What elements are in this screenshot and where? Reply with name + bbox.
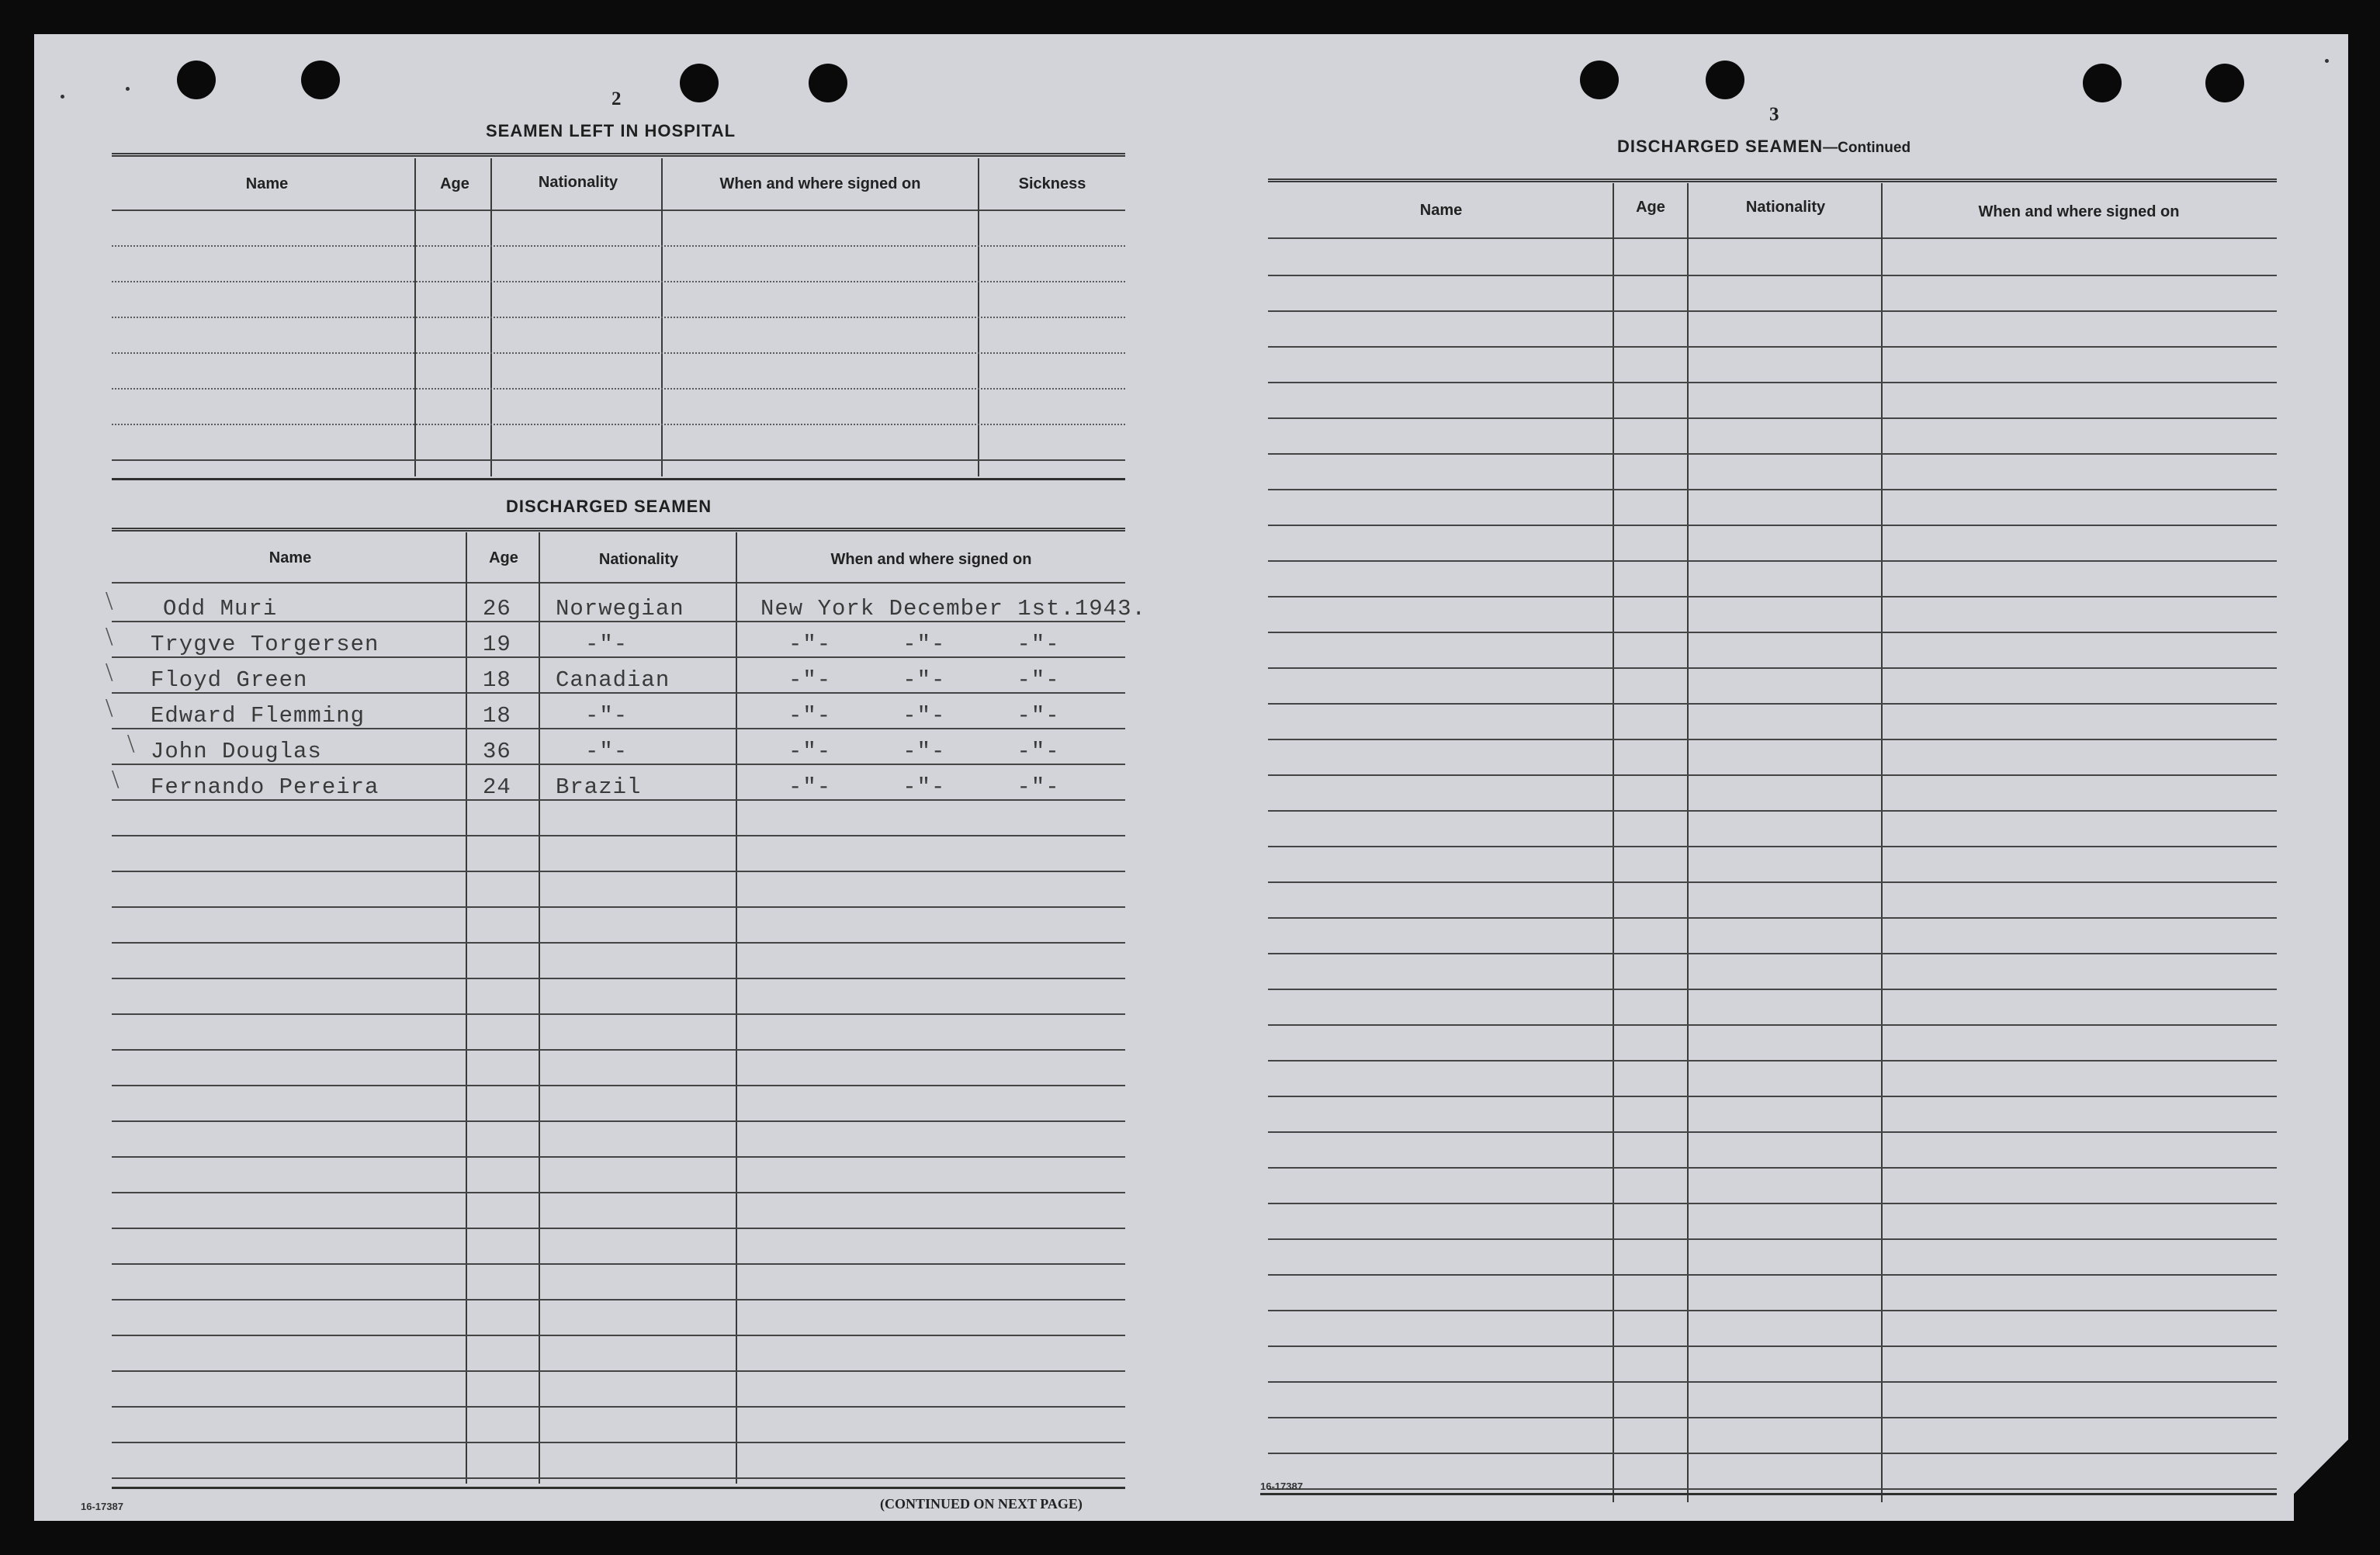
- seaman-nationality: -"-: [585, 739, 629, 764]
- ruled-line: [1268, 1453, 2277, 1454]
- page-number: 2: [611, 88, 622, 109]
- check-mark: \: [106, 622, 113, 651]
- punch-hole: [1580, 61, 1619, 99]
- hospital-header-age: Age: [440, 175, 469, 192]
- speck: [126, 87, 130, 91]
- right-col-divider: [1613, 183, 1614, 1502]
- seaman-signed-on: -"- -"- -"-: [788, 739, 1060, 764]
- punch-hole: [301, 61, 340, 99]
- seaman-name: Fernando Pereira: [151, 774, 379, 800]
- hospital-table-top-rule: [112, 153, 1125, 157]
- ruled-line: [112, 978, 1125, 979]
- ruled-line: [1268, 739, 2277, 740]
- right-col-divider: [1881, 183, 1883, 1502]
- ruled-line: [1268, 1096, 2277, 1097]
- discharged-table-top-rule: [112, 528, 1125, 532]
- seaman-nationality: -"-: [585, 703, 629, 729]
- punch-hole: [2083, 64, 2122, 102]
- seaman-nationality: -"-: [585, 632, 629, 657]
- punch-hole: [177, 61, 216, 99]
- seaman-name: John Douglas: [151, 739, 322, 764]
- seaman-name: Edward Flemming: [151, 703, 365, 729]
- ruled-line: [1268, 846, 2277, 847]
- ruled-line: [1268, 525, 2277, 526]
- seaman-age: 24: [483, 774, 511, 800]
- ruled-line: [1268, 917, 2277, 919]
- ruled-line: [1268, 382, 2277, 383]
- ruled-line: [112, 1085, 1125, 1086]
- hospital-header-nationality: Nationality: [538, 174, 618, 191]
- hospital-row-line: [112, 245, 1125, 247]
- ruled-line: [112, 1335, 1125, 1336]
- discharged-col-divider: [736, 532, 737, 1484]
- ruled-line: [1268, 417, 2277, 419]
- ruled-line: [112, 1299, 1125, 1300]
- ruled-line: [1268, 346, 2277, 348]
- ruled-line: [112, 1406, 1125, 1408]
- ruled-line: [1268, 1131, 2277, 1133]
- ruled-line: [1268, 632, 2277, 633]
- ruled-line: [1268, 953, 2277, 954]
- discharged-table-bottom-rule: [112, 1487, 1125, 1489]
- check-mark: \: [106, 587, 113, 615]
- seaman-nationality: Norwegian: [556, 596, 684, 622]
- ruled-line: [1268, 1381, 2277, 1383]
- hospital-row-line: [112, 388, 1125, 390]
- ruled-line: [1268, 596, 2277, 597]
- ruled-line: [1268, 989, 2277, 990]
- ruled-line: [1268, 1203, 2277, 1204]
- discharged-col-divider: [539, 532, 540, 1484]
- ruled-line: [112, 906, 1125, 908]
- ruled-line: [1268, 703, 2277, 705]
- hospital-table-bottom-rule: [112, 478, 1125, 480]
- ruled-line: [1268, 774, 2277, 776]
- ruled-line: [112, 1120, 1125, 1122]
- hospital-row-line: [112, 281, 1125, 282]
- document-sheet: [34, 34, 2348, 1521]
- ruled-line: [112, 835, 1125, 836]
- right-header-rule: [1268, 237, 2277, 239]
- punch-hole: [1706, 61, 1744, 99]
- left-page: [34, 34, 1190, 1521]
- hospital-row-line: [112, 459, 1125, 461]
- ruled-line: [112, 1263, 1125, 1265]
- seaman-signed-on: -"- -"- -"-: [788, 632, 1060, 657]
- right-table-bottom-rule: [1260, 1493, 2277, 1495]
- ruled-line: [1268, 275, 2277, 276]
- ruled-line: [112, 1049, 1125, 1051]
- ruled-line: [1268, 1310, 2277, 1311]
- check-mark: \: [106, 658, 113, 687]
- punch-hole: [809, 64, 847, 102]
- discharged-header-nationality: Nationality: [598, 551, 679, 568]
- seaman-age: 18: [483, 667, 511, 693]
- hospital-header-signed-on: When and where signed on: [719, 175, 921, 192]
- right-header-age: Age: [1636, 199, 1665, 216]
- right-header-nationality: Nationality: [1745, 199, 1826, 216]
- ruled-line: [112, 942, 1125, 944]
- ruled-line: [1268, 1060, 2277, 1061]
- ruled-line: [1268, 667, 2277, 669]
- page-number: 3: [1769, 104, 1779, 125]
- discharged-col-divider: [466, 532, 467, 1484]
- discharged-section-title: DISCHARGED SEAMEN: [506, 497, 712, 516]
- ruled-line: [1268, 1167, 2277, 1169]
- form-number: 16-17387: [81, 1501, 123, 1512]
- discharged-continued-title: [1617, 137, 1911, 157]
- ruled-line: [1268, 1417, 2277, 1418]
- ruled-line: [1268, 310, 2277, 312]
- seaman-nationality: Canadian: [556, 667, 670, 693]
- seaman-signed-on: New York December 1st.1943.: [760, 596, 1146, 622]
- ruled-line: [1268, 453, 2277, 455]
- seaman-age: 18: [483, 703, 511, 729]
- ruled-line: [1268, 489, 2277, 490]
- continued-note: (CONTINUED ON NEXT PAGE): [880, 1496, 1083, 1512]
- ruled-line: [112, 871, 1125, 872]
- ruled-line: [1268, 1238, 2277, 1240]
- right-header-name: Name: [1419, 202, 1463, 219]
- right-page: [1198, 34, 2348, 1521]
- hospital-row-line: [112, 317, 1125, 318]
- hospital-header-rule: [112, 210, 1125, 211]
- title-suffix: —Continued: [1823, 140, 1911, 156]
- seaman-name: Floyd Green: [151, 667, 308, 693]
- seaman-age: 36: [483, 739, 511, 764]
- seaman-age: 19: [483, 632, 511, 657]
- ruled-line: [112, 1370, 1125, 1372]
- ruled-line: [112, 1477, 1125, 1479]
- seaman-signed-on: -"- -"- -"-: [788, 703, 1060, 729]
- ruled-line: [112, 1013, 1125, 1015]
- title-main: DISCHARGED SEAMEN: [1617, 137, 1824, 156]
- hospital-header-name: Name: [245, 175, 289, 192]
- seaman-signed-on: -"- -"- -"-: [788, 774, 1060, 800]
- right-table-top-rule: [1268, 178, 2277, 182]
- seaman-name: Trygve Torgersen: [151, 632, 379, 657]
- check-mark: \: [127, 729, 135, 758]
- ruled-line: [112, 1442, 1125, 1443]
- ruled-line: [1268, 560, 2277, 562]
- form-number: 16-17387: [1260, 1481, 1303, 1492]
- page-corner-fold: [2294, 1412, 2348, 1521]
- discharged-header-age: Age: [489, 549, 518, 566]
- ruled-line: [1268, 1488, 2277, 1490]
- seaman-nationality: Brazil: [556, 774, 642, 800]
- ruled-line: [112, 1192, 1125, 1193]
- ruled-line: [112, 1228, 1125, 1229]
- hospital-header-sickness: Sickness: [1018, 175, 1086, 192]
- ruled-line: [1268, 1024, 2277, 1026]
- ruled-line: [1268, 881, 2277, 883]
- seaman-age: 26: [483, 596, 511, 622]
- hospital-row-line: [112, 352, 1125, 354]
- check-mark: \: [106, 694, 113, 722]
- punch-hole: [2205, 64, 2244, 102]
- discharged-header-rule: [112, 582, 1125, 584]
- speck: [61, 95, 64, 99]
- discharged-header-name: Name: [268, 549, 312, 566]
- check-mark: \: [112, 765, 120, 794]
- hospital-row-line: [112, 424, 1125, 425]
- discharged-header-signed-on: When and where signed on: [830, 551, 1032, 568]
- ruled-line: [1268, 1345, 2277, 1347]
- hospital-section-title: SEAMEN LEFT IN HOSPITAL: [486, 121, 736, 140]
- speck: [2325, 59, 2329, 63]
- ruled-line: [112, 1156, 1125, 1158]
- right-header-signed-on: When and where signed on: [1978, 203, 2180, 220]
- punch-hole: [680, 64, 719, 102]
- ruled-line: [1268, 1274, 2277, 1276]
- ruled-line: [1268, 810, 2277, 812]
- seaman-name: Odd Muri: [163, 596, 278, 622]
- right-col-divider: [1687, 183, 1689, 1502]
- seaman-signed-on: -"- -"- -"-: [788, 667, 1060, 693]
